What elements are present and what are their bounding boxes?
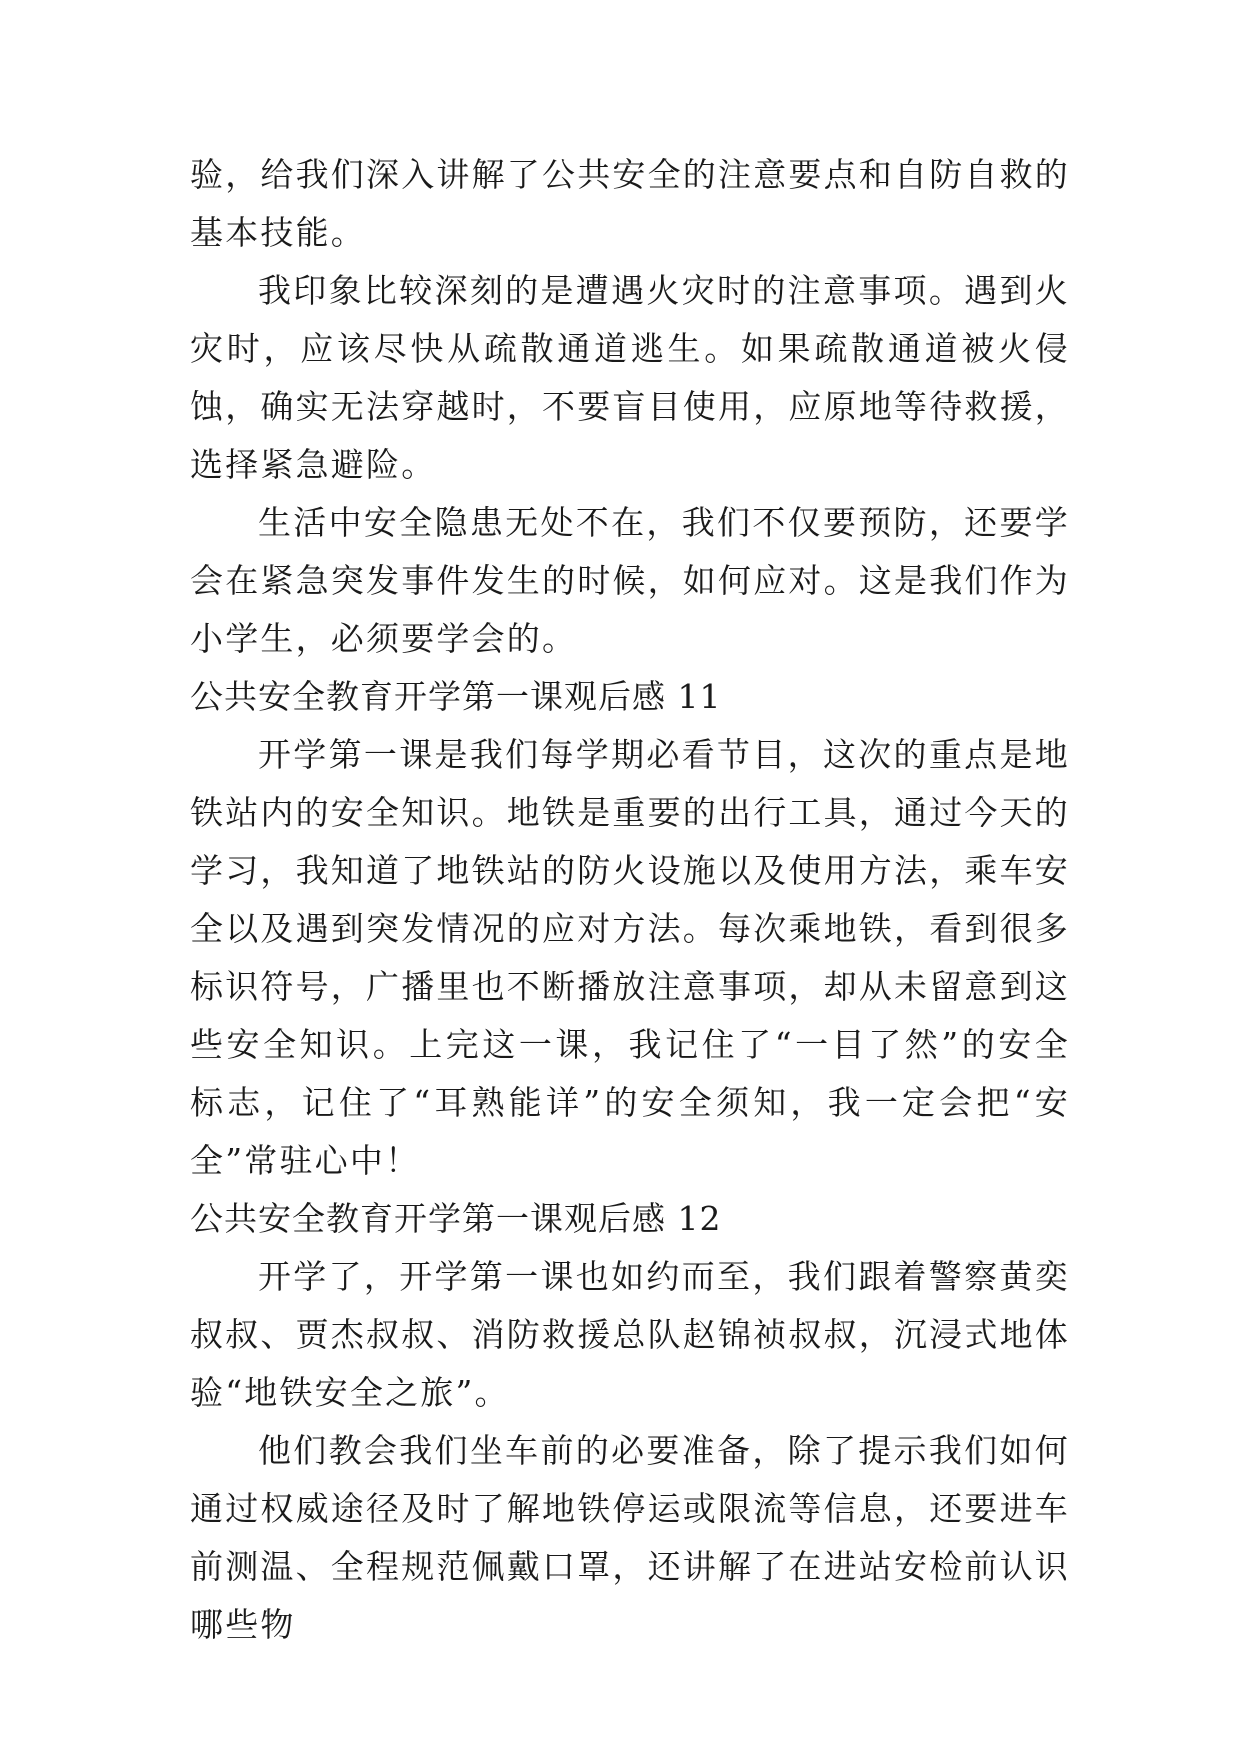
paragraph-preparation: 他们教会我们坐车前的必要准备，除了提示我们如何通过权威途径及时了解地铁停运或限流等信息，还要进车前测温、全程规范佩戴口罩，还讲解了在进站安检前认识哪些物 (190, 1431, 1070, 1644)
paragraph-continued: 验，给我们深入讲解了公共安全的注意要点和自防自救的基本技能。 (190, 155, 1070, 252)
paragraph-subway-knowledge: 开学第一课是我们每学期必看节目，这次的重点是地铁站内的安全知识。地铁是重要的出行工具，通过今天的学习，我知道了地铁站的防火设施以及使用方法，乘车安全以及遇到突发情况的应对方法。每次乘地铁，看到很多标识符号，广播里也不断播放注意事项，却从未留意到这些安全知识。上完这一课，我记住了“一目了然”的安全标志，记住了“耳熟能详”的安全须知，我一定会把“安全”常驻心中！ (190, 735, 1070, 1180)
paragraph-hidden-dangers: 生活中安全隐患无处不在，我们不仅要预防，还要学会在紧急突发事件发生的时候，如何应对。这是我们作为小学生，必须要学会的。 (190, 503, 1070, 658)
document-body (190, 146, 1070, 1654)
section-heading-11: 公共安全教育开学第一课观后感 11 (190, 677, 722, 716)
paragraph-subway-journey: 开学了，开学第一课也如约而至，我们跟着警察黄奕叔叔、贾杰叔叔、消防救援总队赵锦祯叔叔，沉浸式地体验“地铁安全之旅”。 (190, 1257, 1070, 1412)
paragraph-fire-safety: 我印象比较深刻的是遭遇火灾时的注意事项。遇到火灾时，应该尽快从疏散通道逃生。如果疏散通道被火侵蚀，确实无法穿越时，不要盲目使用，应原地等待救援，选择紧急避险。 (190, 271, 1070, 484)
section-heading-12: 公共安全教育开学第一课观后感 12 (190, 1199, 722, 1238)
